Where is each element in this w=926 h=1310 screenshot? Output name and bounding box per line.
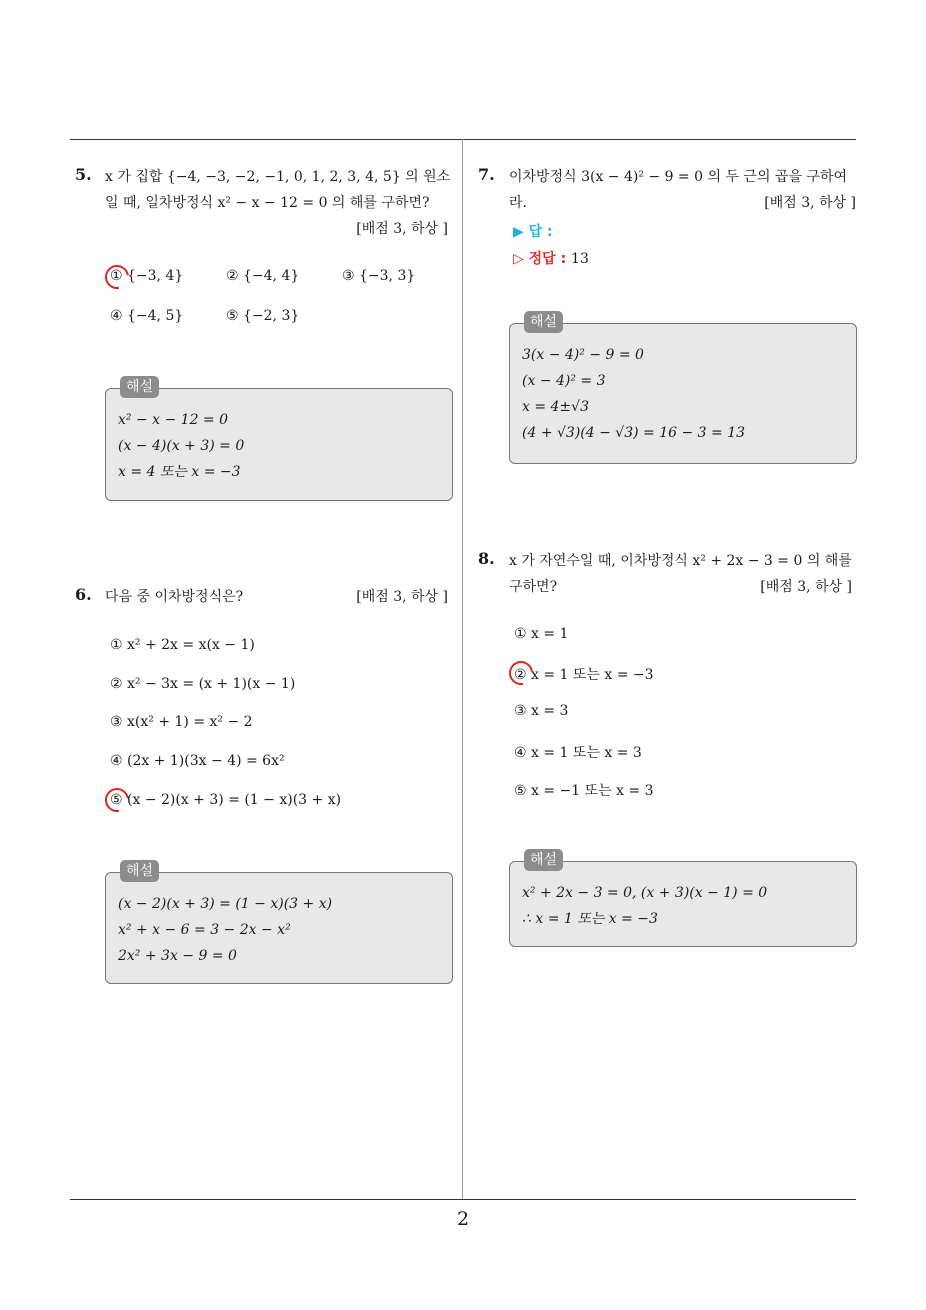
solution-line: (4 + √3)(4 − √3) = 16 − 3 = 13 — [522, 425, 746, 441]
solution-tag: 해설 — [120, 860, 159, 882]
column-divider — [462, 139, 463, 1199]
solution-line: x² + x − 6 = 3 − 2x − x² — [118, 922, 291, 938]
solution-tag: 해설 — [120, 376, 159, 398]
score-meta: [배점 3, 하상 ] — [356, 221, 448, 237]
solution-line: 2x² + 3x − 9 = 0 — [118, 948, 237, 964]
question-text-line2: 구하면? — [509, 579, 558, 595]
solution-line: (x − 4)(x + 3) = 0 — [118, 438, 245, 454]
correct-answer — [513, 248, 589, 268]
score-meta: [배점 3, 하상 ] — [356, 589, 448, 605]
question-number: 8. — [478, 549, 495, 568]
choice-1[interactable]: ① x² + 2x = x(x − 1) — [110, 637, 255, 653]
solution-box — [509, 852, 857, 947]
solution-tag: 해설 — [524, 311, 563, 333]
page-number: 2 — [456, 1208, 470, 1230]
choice-5[interactable]: ⑤ (x − 2)(x + 3) = (1 − x)(3 + x) — [110, 792, 342, 808]
top-rule — [70, 139, 856, 140]
choice-3[interactable]: ③ x = 3 — [514, 703, 569, 719]
choice-4[interactable]: ④ x = 1 또는 x = 3 — [514, 745, 642, 761]
solution-box — [105, 863, 453, 984]
score-meta: [배점 3, 하상 ] — [760, 579, 852, 595]
question-number: 5. — [75, 165, 92, 184]
choice-1[interactable]: ① {−3, 4} — [110, 268, 184, 284]
choice-4[interactable]: ④ {−4, 5} — [110, 308, 184, 324]
correct-answer-label: ▷ 정답 : — [513, 251, 567, 267]
question-text-line1: x 가 집합 {−4, −3, −2, −1, 0, 1, 2, 3, 4, 5} 의 원소 — [105, 169, 451, 185]
choice-2[interactable]: ② x = 1 또는 x = −3 — [514, 667, 654, 683]
solution-line: ∴ x = 1 또는 x = −3 — [522, 911, 658, 927]
solution-line: (x − 2)(x + 3) = (1 − x)(3 + x) — [118, 896, 333, 912]
choice-3[interactable]: ③ x(x² + 1) = x² − 2 — [110, 714, 253, 730]
score-meta: [배점 3, 하상 ] — [764, 195, 856, 211]
bottom-rule — [70, 1199, 856, 1200]
choice-5[interactable]: ⑤ x = −1 또는 x = 3 — [514, 783, 654, 799]
choice-2[interactable]: ② {−4, 4} — [226, 268, 300, 284]
solution-tag: 해설 — [524, 849, 563, 871]
solution-line: 3(x − 4)² − 9 = 0 — [522, 347, 644, 363]
question-number: 7. — [478, 165, 495, 184]
solution-line: x² − x − 12 = 0 — [118, 412, 229, 428]
solution-line: x = 4 또는 x = −3 — [118, 464, 241, 480]
question-text-line2: 라. — [509, 195, 527, 211]
question-text-line2: 일 때, 일차방정식 x² − x − 12 = 0 의 해를 구하면? — [105, 195, 430, 211]
question-number: 6. — [75, 585, 92, 604]
solution-line: (x − 4)² = 3 — [522, 373, 606, 389]
solution-box — [509, 314, 857, 464]
question-text-line1: 다음 중 이차방정식은? — [105, 589, 244, 605]
choice-2[interactable]: ② x² − 3x = (x + 1)(x − 1) — [110, 676, 296, 692]
answer-label: ▶ 답 : — [513, 224, 553, 240]
question-text-line1: 이차방정식 3(x − 4)² − 9 = 0 의 두 근의 곱을 구하여 — [509, 169, 847, 185]
choice-5[interactable]: ⑤ {−2, 3} — [226, 308, 300, 324]
solution-line: x = 4±√3 — [522, 399, 589, 415]
solution-box — [105, 379, 453, 501]
choice-4[interactable]: ④ (2x + 1)(3x − 4) = 6x² — [110, 753, 285, 769]
solution-line: x² + 2x − 3 = 0, (x + 3)(x − 1) = 0 — [522, 885, 768, 901]
question-text-line1: x 가 자연수일 때, 이차방정식 x² + 2x − 3 = 0 의 해를 — [509, 553, 852, 569]
choice-1[interactable]: ① x = 1 — [514, 626, 569, 642]
correct-answer-value: 13 — [571, 251, 589, 267]
choice-3[interactable]: ③ {−3, 3} — [342, 268, 416, 284]
